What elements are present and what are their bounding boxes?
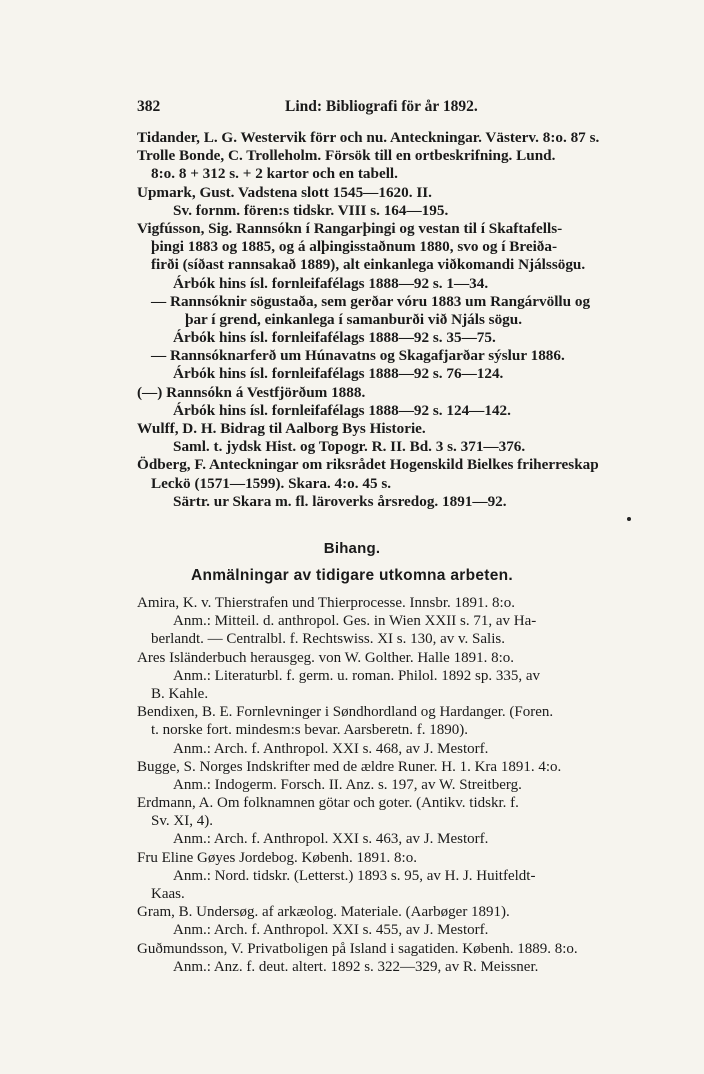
entry-line: Upmark, Gust. Vadstena slott 1545—1620. II. xyxy=(137,183,432,201)
entry-line: Amira, K. v. Thierstrafen und Thierprocesse. Innsbr. 1891. 8:o. xyxy=(137,595,515,611)
entry-line: Sv. XI, 4). xyxy=(151,813,213,830)
entry-line: þingi 1883 og 1885, og á alþingisstaðnum 1880, svo og í Breiða- xyxy=(151,238,558,256)
entry-line: Árbók hins ísl. fornleifafélags 1888—92 s. 76—124. xyxy=(173,365,504,383)
entry-line: Ödberg, F. Anteckningar om riksrådet Hogenskild Bielkes friherreskap xyxy=(137,456,599,474)
entry-line: B. Kahle. xyxy=(151,685,209,702)
entry-line: Anm.: Indogerm. Forsch. II. Anz. s. 197, av W. Streitberg. xyxy=(173,776,522,793)
entry-line: Guðmundsson, V. Privatboligen på Island i sagatiden. Københ. 1889. 8:o. xyxy=(137,940,578,957)
entry-line: Vigfússon, Sig. Rannsókn í Rangarþingi og vestan til í Skaftafells- xyxy=(137,219,563,237)
review-entries xyxy=(137,594,643,976)
page-header xyxy=(137,98,641,120)
running-title: Lind: Bibliografi för år 1892. xyxy=(285,98,478,115)
entry-line: Tidander, L. G. Westervik förr och nu. Anteckningar. Västerv. 8:o. 87 s. xyxy=(137,129,600,146)
entry-line: — Rannsóknir sögustaða, sem gerðar vóru 1883 um Rangárvöllu og xyxy=(151,292,591,310)
entry-line: berlandt. — Centralbl. f. Rechtswiss. XI s. 130, av v. Salis. xyxy=(151,631,505,648)
entry-line: Erdmann, A. Om folknamnen götar och goter. (Antikv. tidskr. f. xyxy=(137,795,519,812)
entry-line: Saml. t. jydsk Hist. og Topogr. R. II. Bd. 3 s. 371—376. xyxy=(173,438,526,456)
entry-line: Bugge, S. Norges Indskrifter med de ældre Runer. H. 1. Kra 1891. 4:o. xyxy=(137,758,562,775)
page-number: 382 xyxy=(137,98,161,115)
entry-line: Anm.: Nord. tidskr. (Letterst.) 1893 s. 95, av H. J. Huitfeldt- xyxy=(173,867,536,884)
entry-line: firði (síðast rannsakað 1889), alt einkanlega viðkomandi Njálssögu. xyxy=(151,256,586,274)
section-heading-anmalningar: Anmälningar av tidigare utkomna arbeten. xyxy=(190,567,514,584)
entry-line: (—) Rannsókn á Vestfjörðum 1888. xyxy=(137,383,366,401)
entry-line: 8:o. 8 + 312 s. + 2 kartor och en tabell. xyxy=(151,165,398,183)
entry-line: Anm.: Arch. f. Anthropol. XXI s. 468, av J. Mestorf. xyxy=(173,740,489,757)
entry-line: Anm.: Arch. f. Anthropol. XXI s. 455, av J. Mestorf. xyxy=(173,922,489,939)
entry-line: Leckö (1571—1599). Skara. 4:o. 45 s. xyxy=(151,474,392,492)
bibliography-entries xyxy=(137,129,643,511)
ink-speck xyxy=(627,517,631,521)
entry-line: Gram, B. Undersøg. af arkæolog. Materiale. (Aarbøger 1891). xyxy=(137,904,510,921)
entry-line: Wulff, D. H. Bidrag til Aalborg Bys Historie. xyxy=(137,420,426,437)
section-heading-bihang: Bihang. xyxy=(323,540,381,557)
entry-line: Anm.: Arch. f. Anthropol. XXI s. 463, av J. Mestorf. xyxy=(173,831,489,848)
entry-line: Árbók hins ísl. fornleifafélags 1888—92 s. 1—34. xyxy=(173,274,489,292)
entry-line: Anm.: Mitteil. d. anthropol. Ges. in Wien XXII s. 71, av Ha- xyxy=(173,613,537,630)
entry-line: Árbók hins ísl. fornleifafélags 1888—92 s. 35—75. xyxy=(173,329,496,347)
entry-line: Fru Eline Gøyes Jordebog. Københ. 1891. 8:o. xyxy=(137,849,417,866)
entry-line: t. norske fort. mindesm:s bevar. Aarsberetn. f. 1890). xyxy=(151,722,469,739)
entry-line: Anm.: Anz. f. deut. altert. 1892 s. 322—329, av R. Meissner. xyxy=(173,958,539,975)
entry-line: Kaas. xyxy=(151,886,185,902)
entry-line: Särtr. ur Skara m. fl. läroverks årsredog. 1891—92. xyxy=(173,492,507,510)
entry-line: Árbók hins ísl. fornleifafélags 1888—92 s. 124—142. xyxy=(173,401,511,419)
entry-line: Trolle Bonde, C. Trolleholm. Försök till en ortbeskrifning. Lund. xyxy=(137,147,556,165)
entry-line: Bendixen, B. E. Fornlevninger i Søndhordland og Hardanger. (Foren. xyxy=(137,704,554,721)
entry-line: — Rannsóknarferð um Húnavatns og Skagafjarðar sýslur 1886. xyxy=(151,347,565,365)
entry-line: Sv. fornm. fören:s tidskr. VIII s. 164—195. xyxy=(173,201,449,219)
entry-line: Ares Isländerbuch herausgeg. von W. Golther. Halle 1891. 8:o. xyxy=(137,649,514,666)
entry-line: þar í grend, einkanlega í samanburði við Njáls sögu. xyxy=(185,310,522,328)
entry-line: Anm.: Literaturbl. f. germ. u. roman. Philol. 1892 sp. 335, av xyxy=(173,667,541,684)
